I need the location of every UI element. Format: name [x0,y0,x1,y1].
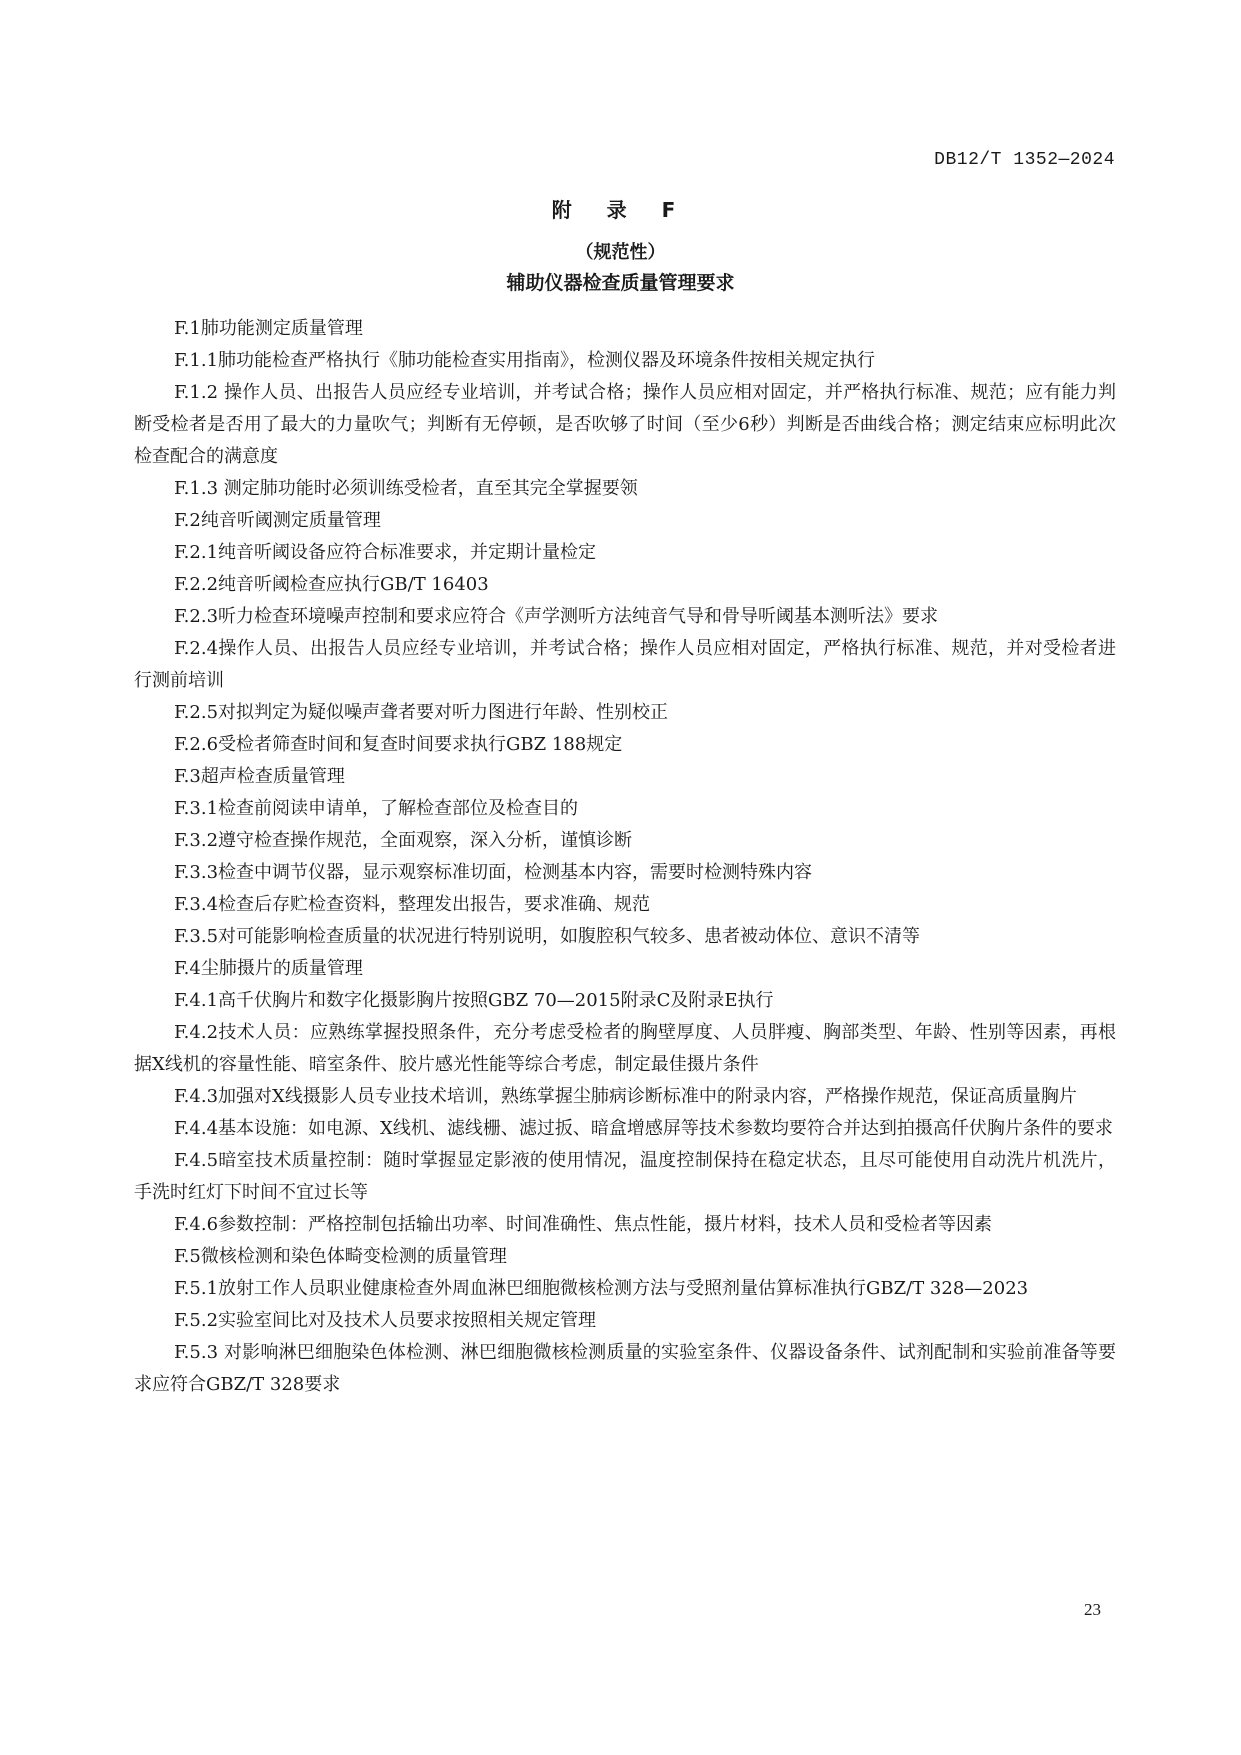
paragraph: F.3.1检查前阅读申请单，了解检查部位及检查目的 [174,798,579,819]
paragraph: F.2.1纯音听阈设备应符合标准要求，并定期计量检定 [174,542,597,563]
paragraph: F.1.2 操作人员、出报告人员应经专业培训，并考试合格；操作人员应相对固定，并严格执行标准、规范；应有能力判断受检者是否用了最大的力量吹气；判断有无停顿，是否吹够了时间（至少6秒）判断是否曲线合格；测定结束应标明此次检查配合的满意度 [134,382,1116,467]
paragraph: F.4.1高千伏胸片和数字化摄影胸片按照GBZ 70—2015附录C及附录E执行 [174,990,774,1011]
paragraph: F.5微核检测和染色体畸变检测的质量管理 [174,1246,507,1267]
paragraph: F.4.6参数控制：严格控制包括输出功率、时间准确性、焦点性能，摄片材料，技术人员和受检者等因素 [174,1214,993,1235]
paragraph: F.4.2技术人员：应熟练掌握投照条件，充分考虑受检者的胸壁厚度、人员胖瘦、胸部类型、年龄、性别等因素，再根据X线机的容量性能、暗室条件、胶片感光性能等综合考虑，制定最佳摄片条件 [134,1022,1116,1075]
paragraph: F.4尘肺摄片的质量管理 [174,958,363,979]
paragraph: F.3.3检查中调节仪器，显示观察标准切面，检测基本内容，需要时检测特殊内容 [174,862,813,883]
paragraph: F.2.5对拟判定为疑似噪声聋者要对听力图进行年龄、性别校正 [174,702,669,723]
appendix-title: 辅助仪器检查质量管理要求 [506,272,735,294]
document-body [134,313,1116,1401]
paragraph: F.4.4基本设施：如电源、X线机、滤线栅、滤过扳、暗盒增感屏等技术参数均要符合并达到拍摄高仟伏胸片条件的要求 [174,1118,1113,1139]
paragraph: F.1.1肺功能检查严格执行《肺功能检查实用指南》，检测仪器及环境条件按相关规定执行 [174,350,876,371]
paragraph: F.2.6受检者筛查时间和复查时间要求执行GBZ 188规定 [174,734,623,755]
paragraph: F.1肺功能测定质量管理 [174,318,363,339]
paragraph: F.5.1放射工作人员职业健康检查外周血淋巴细胞微核检测方法与受照剂量估算标准执行GBZ/T 328—2023 [174,1278,1029,1299]
paragraph: F.1.3 测定肺功能时必须训练受检者，直至其完全掌握要领 [174,478,638,499]
appendix-nature: （规范性） [575,242,666,263]
paragraph: F.3超声检查质量管理 [174,766,345,787]
paragraph: F.2.2纯音听阈检查应执行GB/T 16403 [174,574,489,595]
paragraph: F.2.4操作人员、出报告人员应经专业培训，并考试合格；操作人员应相对固定，严格执行标准、规范，并对受检者进行测前培训 [134,638,1116,691]
appendix-label [0,194,1241,223]
paragraph: F.2纯音听阈测定质量管理 [174,510,381,531]
page-number: 23 [1084,1600,1101,1619]
paragraph: F.3.2遵守检查操作规范，全面观察，深入分析，谨慎诊断 [174,830,633,851]
paragraph: F.5.2实验室间比对及技术人员要求按照相关规定管理 [174,1310,597,1331]
paragraph: F.5.3 对影响淋巴细胞染色体检测、淋巴细胞微核检测质量的实验室条件、仪器设备条件、试剂配制和实验前准备等要求应符合GBZ/T 328要求 [134,1342,1116,1395]
paragraph: F.4.5暗室技术质量控制：随时掌握显定影液的使用情况，温度控制保持在稳定状态，且尽可能使用自动洗片机洗片，手洗时红灯下时间不宜过长等 [134,1150,1116,1203]
paragraph: F.3.5对可能影响检查质量的状况进行特别说明，如腹腔积气较多、患者被动体位、意识不清等 [174,926,921,947]
paragraph: F.4.3加强对X线摄影人员专业技术培训，熟练掌握尘肺病诊断标准中的附录内容，严格操作规范，保证高质量胸片 [174,1086,1077,1107]
paragraph: F.2.3听力检查环境噪声控制和要求应符合《声学测听方法纯音气导和骨导听阈基本测听法》要求 [174,606,939,627]
standard-code: DB12/T 1352—2024 [934,150,1115,170]
paragraph: F.3.4检查后存贮检查资料，整理发出报告，要求准确、规范 [174,894,651,915]
appendix-label-text: 附 录 F [551,198,690,222]
